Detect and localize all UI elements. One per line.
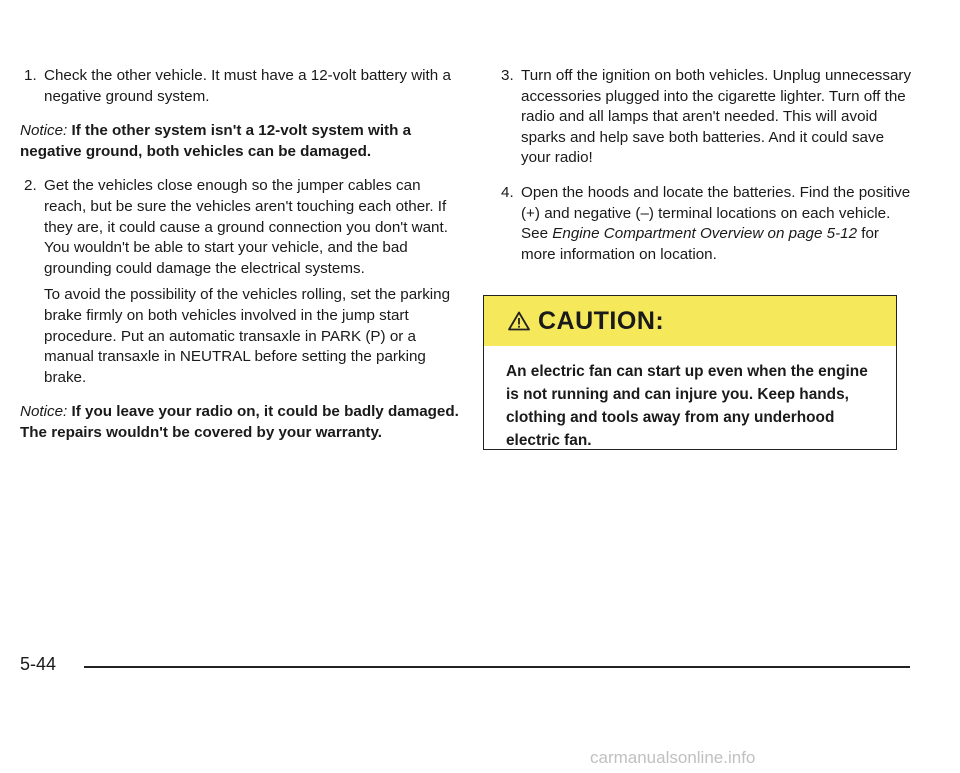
notice-label: Notice: [20, 122, 68, 140]
step-3 [497, 66, 917, 169]
footer-rule [84, 666, 910, 668]
page-number: 5-44 [20, 654, 57, 674]
step-2 [20, 176, 460, 388]
step-number: 3. [501, 67, 514, 84]
step-text-continued: To avoid the possibility of the vehicles rolling, set the parking brake firmly on both vehicles involved in the jump start procedure. Put an automatic transaxle in PARK (P) or a manual transaxle in NEUTRAL before setting the parking brake. [44, 286, 451, 386]
step-4 [497, 183, 917, 265]
notice-text: If you leave your radio on, it could be badly damaged. The repairs wouldn't be covered by your warranty. [20, 403, 459, 441]
caution-text: An electric fan can start up even when the engine is not running and can injure you. Keep hands, clothing and tools away from any underhood electric fan. [506, 363, 868, 449]
notice-voltage [20, 121, 460, 162]
right-column [497, 66, 917, 279]
caution-header [484, 296, 896, 346]
caution-title: CAUTION: [538, 306, 665, 335]
warning-triangle-icon [508, 311, 530, 331]
step-text-end: for more information on location. [521, 225, 879, 263]
step-text: Turn off the ignition on both vehicles. Unplug unnecessary accessories plugged into the cigarette lighter. Turn off the radio and all lamps that aren't needed. This will avoid sparks and help save both batteries. And it could save your radio! [521, 67, 912, 167]
step-1 [20, 66, 460, 107]
watermark: carmanualsonline.info [590, 748, 756, 767]
step-text: Open the hoods and locate the batteries. Find the positive (+) and negative (–) terminal locations on each vehicle. See [521, 183, 911, 243]
page-reference-link[interactable]: Engine Compartment Overview on page 5-12 [552, 225, 858, 243]
caution-box [483, 295, 897, 450]
notice-radio [20, 402, 460, 443]
notice-text: If the other system isn't a 12-volt system with a negative ground, both vehicles can be damaged. [20, 122, 412, 160]
step-number: 4. [501, 183, 514, 201]
step-text: Get the vehicles close enough so the jumper cables can reach, but be sure the vehicles aren't touching each other. If they are, it could cause a ground connection you don't want. You wouldn't be able to start your vehicle, and the bad grounding could damage the electrical systems. [44, 177, 448, 277]
step-number: 1. [24, 67, 37, 84]
step-number: 2. [24, 177, 37, 195]
left-column [20, 66, 460, 458]
step-text: Check the other vehicle. It must have a 12-volt battery with a negative ground system. [44, 67, 451, 105]
notice-label: Notice: [20, 403, 68, 421]
